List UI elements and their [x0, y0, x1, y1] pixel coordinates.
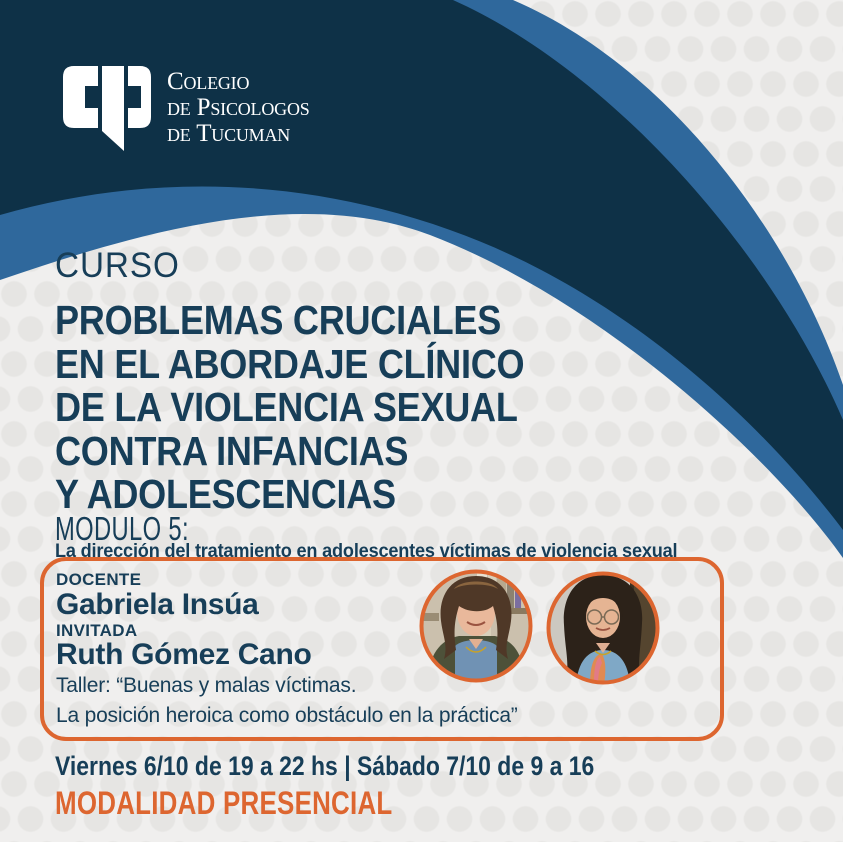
modality-line: MODALIDAD PRESENCIAL: [55, 785, 393, 821]
workshop-line2: La posición heroica como obstáculo en la práctica”: [56, 704, 518, 727]
course-title: [55, 299, 524, 517]
course-title-line4: CONTRA INFANCIAS: [55, 427, 409, 474]
college-logo-icon: [63, 66, 151, 152]
invitada-name: Ruth Gómez Cano: [56, 638, 312, 671]
course-title-line5: Y ADOLESCENCIAS: [55, 471, 396, 517]
schedule-line: Viernes 6/10 de 19 a 22 hs | Sábado 7/10 de 9 a 16: [55, 751, 595, 781]
course-title-line3: DE LA VIOLENCIA SEXUAL: [55, 384, 518, 430]
module-label: MODULO 5:: [55, 510, 189, 547]
college-name-line1: Colegio: [167, 68, 250, 95]
invitada-label: INVITADA: [56, 621, 138, 640]
workshop-line1: Taller: “Buenas y malas víctimas.: [56, 674, 357, 697]
docente-label: DOCENTE: [56, 570, 142, 589]
college-name-line3: de Tucuman: [167, 120, 291, 147]
course-title-line1: PROBLEMAS CRUCIALES: [55, 297, 502, 343]
college-name-line2: de Psicologos: [167, 94, 310, 121]
speaker-photo-ruth: [546, 571, 660, 685]
module-subtitle: La dirección del tratamiento en adolescentes víctimas de violencia sexual: [55, 540, 678, 562]
course-title-line2: EN EL ABORDAJE CLÍNICO: [55, 340, 525, 387]
speaker-photo-gabriela: [419, 569, 533, 683]
college-name: [167, 69, 310, 147]
course-kicker: CURSO: [55, 246, 180, 285]
docente-name: Gabriela Insúa: [56, 588, 259, 621]
